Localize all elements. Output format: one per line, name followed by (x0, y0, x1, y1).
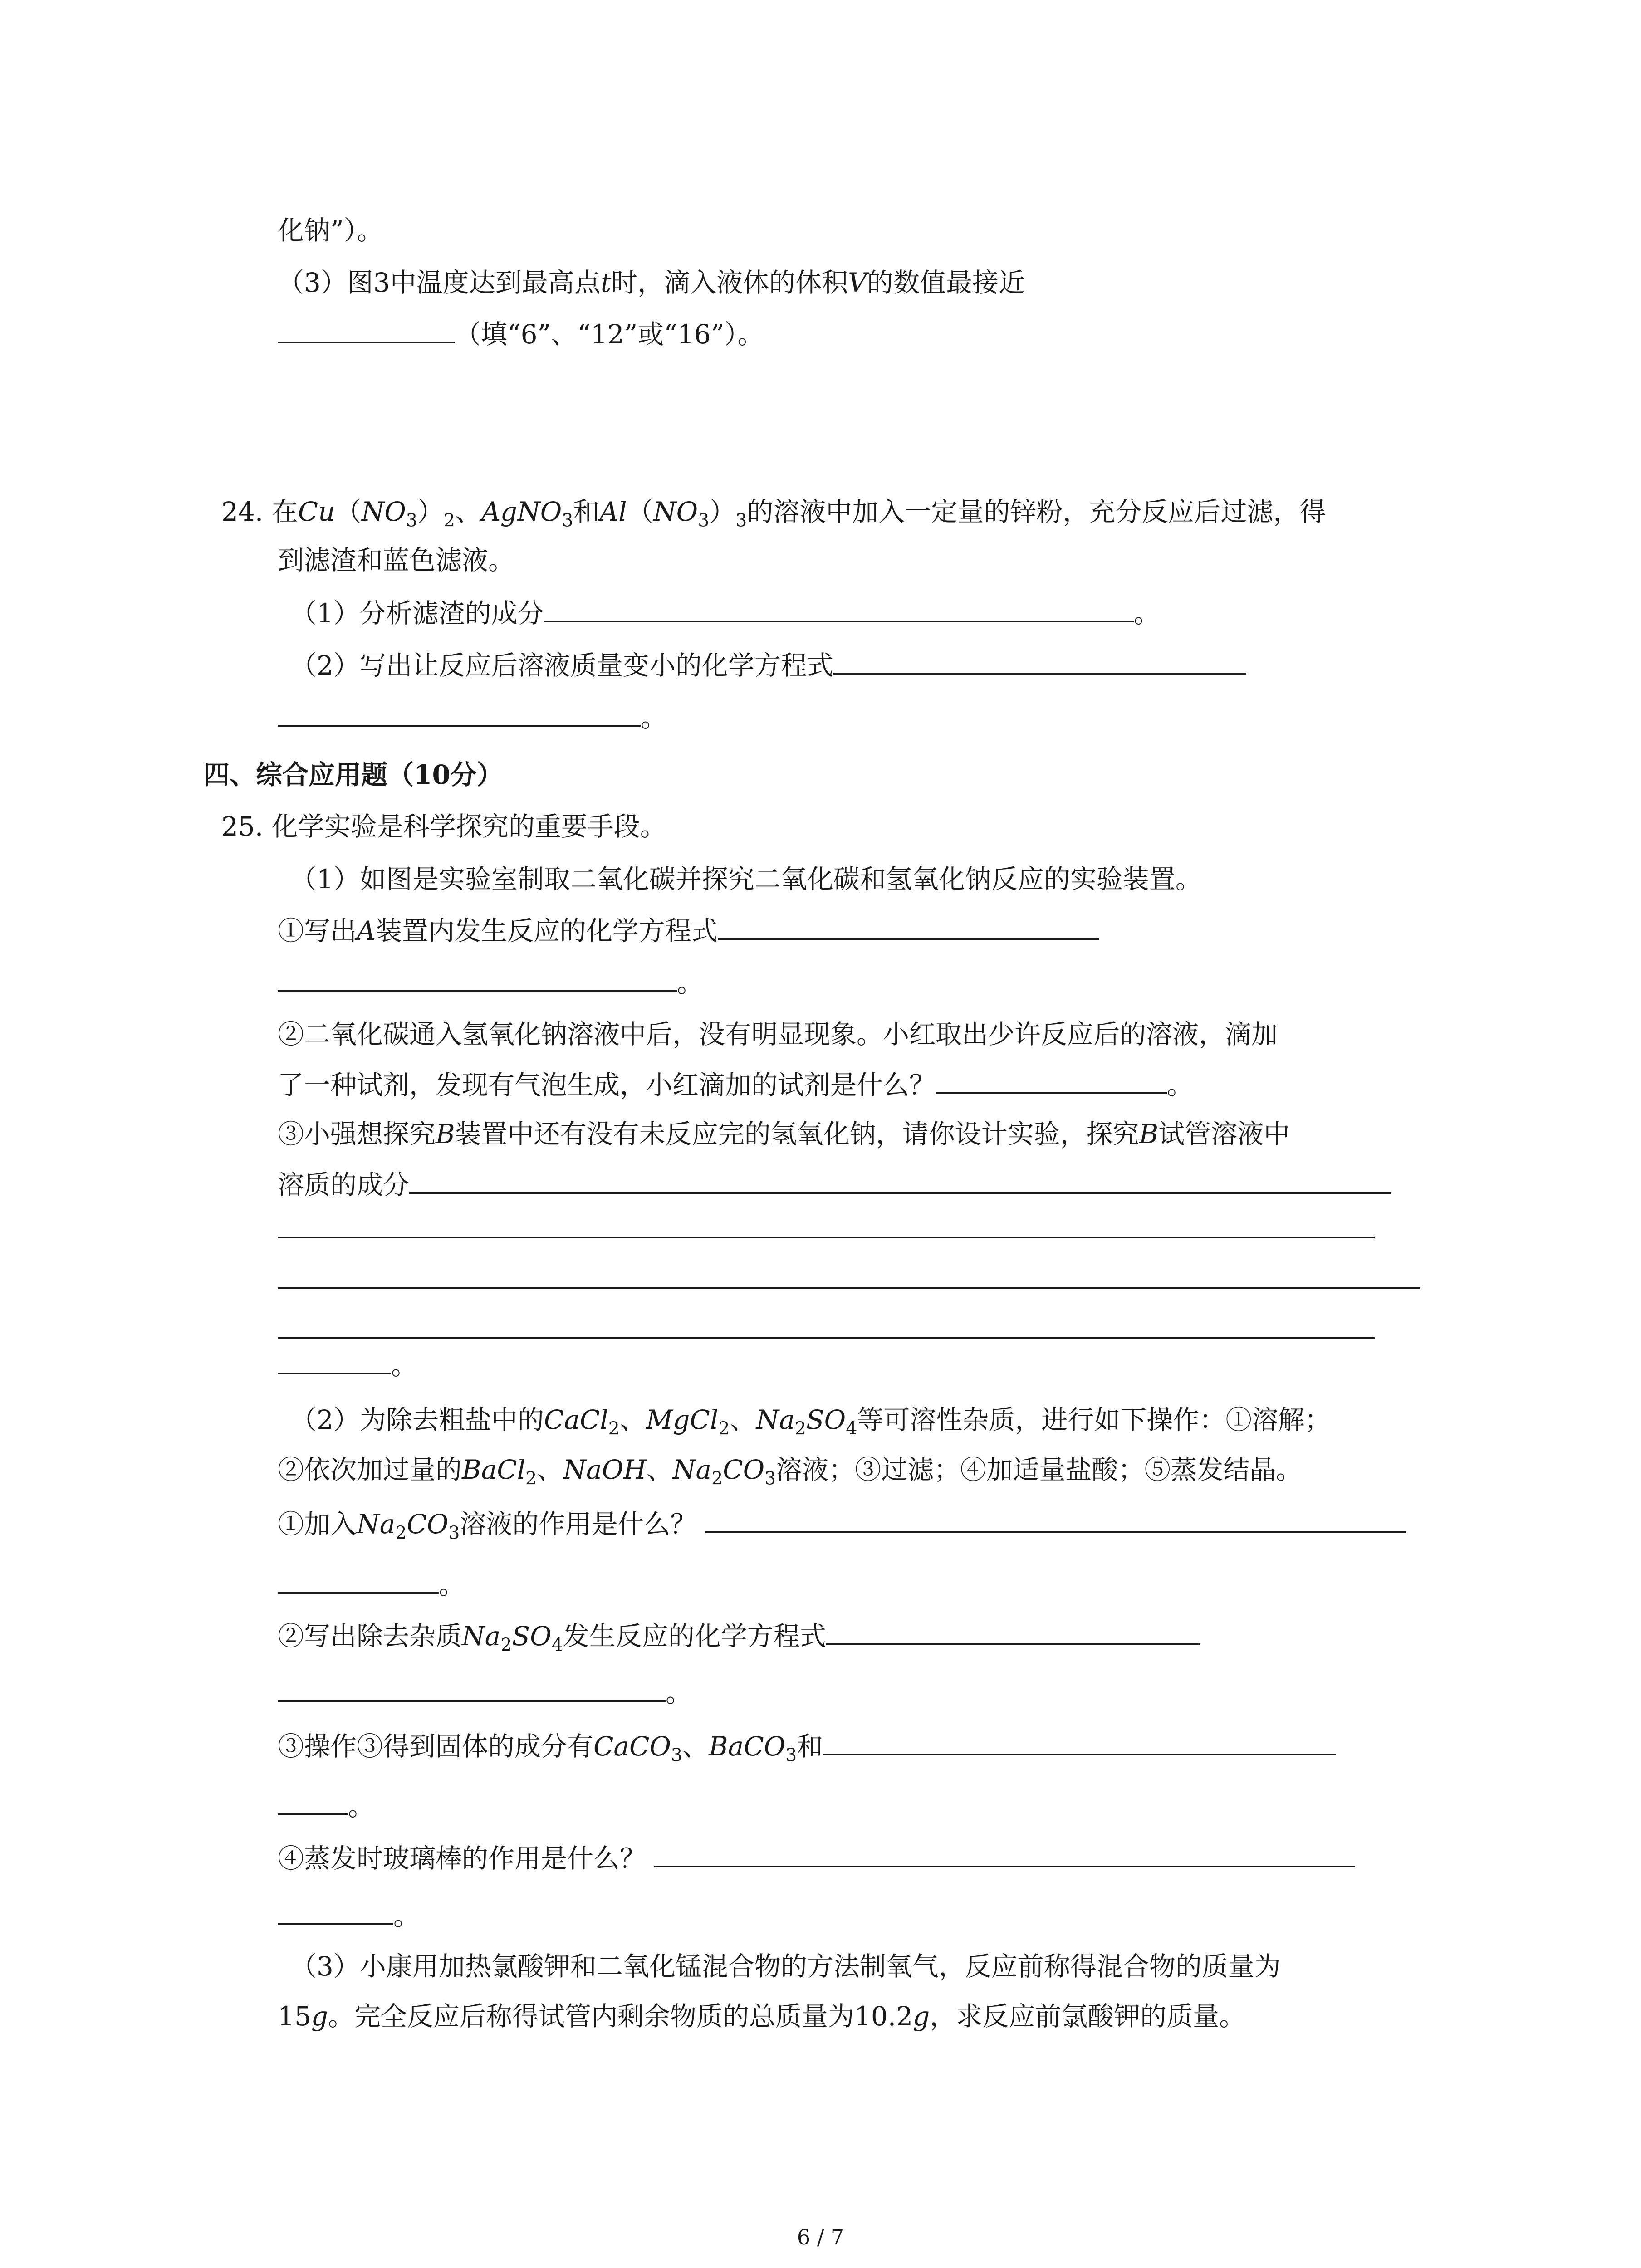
answer-line[interactable] (278, 1237, 1375, 1238)
answer-blank[interactable] (823, 1727, 1336, 1755)
q23-line-1: 化钠”）。 (278, 215, 383, 246)
answer-blank[interactable] (718, 912, 1099, 940)
q24-stem-line-1: 24. 在$Cu(NO_3)_2$、AgNO$_3$和$Al(NO_3)_3$的溶液中加入一定量的锌粉，充分反应后过滤，得 (221, 496, 1326, 531)
answer-blank[interactable] (278, 1674, 666, 1702)
q24-part-2: （2）写出让反应后溶液质量变小的化学方程式 (290, 646, 1246, 684)
q25-part-2-q4-cont: 。 (278, 1897, 420, 1934)
answer-blank[interactable] (278, 315, 455, 343)
q25-part-3-line1: （3）小康用加热氯酸钾和二氧化锰混合物的方法制氧气，反应前称得混合物的质量为 (290, 1951, 1281, 1982)
q25-part-1-q2-line1: ②二氧化碳通入氢氧化钠溶液中后，没有明显现象。小红取出少许反应后的溶液，滴加 (278, 1019, 1278, 1050)
answer-blank[interactable] (278, 1787, 348, 1815)
answer-blank[interactable] (409, 1166, 1391, 1194)
q24-part-2-cont: 。 (278, 699, 667, 736)
q25-part-2-q2: ②写出除去杂质$Na_2SO_4$发生反应的化学方程式 (278, 1617, 1200, 1654)
answer-blank[interactable] (833, 646, 1246, 675)
answer-blank[interactable] (705, 1505, 1406, 1533)
q25-stem: 25. 化学实验是科学探究的重要手段。 (221, 811, 666, 842)
answer-blank[interactable] (278, 1897, 393, 1925)
q25-part-2-q2-cont: 。 (278, 1674, 692, 1711)
q25-part-1-q3-end: 。 (278, 1346, 417, 1383)
answer-blank[interactable] (278, 964, 677, 992)
q25-part-1-q1: ①写出A装置内发生反应的化学方程式 (278, 912, 1099, 949)
q25-part-2-q1-cont: 。 (278, 1566, 465, 1603)
q25-part-1-q1-cont: 。 (278, 964, 703, 1001)
answer-blank[interactable] (654, 1839, 1355, 1867)
q25-part-3-line2: 15g。完全反应后称得试管内剩余物质的总质量为10.2g，求反应前氯酸钾的质量。 (278, 2001, 1246, 2032)
answer-line[interactable] (278, 1337, 1375, 1339)
q24-part-1: （1）分析滤渣的成分 。 (290, 594, 1160, 631)
q25-part-2-q1: ①加入$Na_2CO_3$溶液的作用是什么？ (278, 1505, 1406, 1542)
q25-part-1-q2-line2: 了一种试剂，发现有气泡生成，小红滴加的试剂是什么？ 。 (278, 1066, 1193, 1103)
answer-blank[interactable] (278, 1566, 439, 1594)
answer-blank[interactable] (278, 699, 641, 727)
answer-line[interactable] (278, 1287, 1420, 1289)
q24-stem-line-2: 到滤渣和蓝色滤液。 (278, 545, 515, 576)
q25-part-2-q3: ③操作③得到固体的成分有CaCO$_3$、BaCO$_3$和 (278, 1727, 1336, 1765)
section-title: 四、综合应用题（10分） (203, 759, 503, 790)
q25-part-2-line1: （2）为除去粗盐中的CaCl$_2$、MgCl$_2$、$Na_2SO_4$等可溶性杂质，进行如下操作：①溶解； (290, 1404, 1331, 1439)
page-number: 6 / 7 (797, 2225, 844, 2249)
q23-line-2: （3）图3中温度达到最高点t时，滴入液体的体积V的数值最接近 (278, 267, 1025, 298)
q25-part-2-line2: ②依次加过量的BaCl$_2$、NaOH、$Na_2CO_3$溶液；③过滤；④加适量盐酸；⑤蒸发结晶。 (278, 1454, 1303, 1489)
answer-blank[interactable] (936, 1066, 1167, 1094)
q25-part-1: （1）如图是实验室制取二氧化碳并探究二氧化碳和氢氧化钠反应的实验装置。 (290, 864, 1202, 894)
answer-blank[interactable] (278, 1346, 391, 1374)
answer-blank[interactable] (544, 594, 1134, 622)
q25-part-1-q3-line1: ③小强想探究B装置中还有没有未反应完的氢氧化钠，请你设计实验，探究B试管溶液中 (278, 1119, 1290, 1149)
q25-part-1-q3-line2: 溶质的成分 (278, 1166, 1391, 1203)
q25-part-2-q3-cont: 。 (278, 1787, 374, 1824)
q25-part-2-q4: ④蒸发时玻璃棒的作用是什么？ (278, 1839, 1355, 1877)
q23-line-3: （填“6”、“12”或“16”）。 (278, 315, 764, 352)
answer-blank[interactable] (826, 1617, 1200, 1645)
